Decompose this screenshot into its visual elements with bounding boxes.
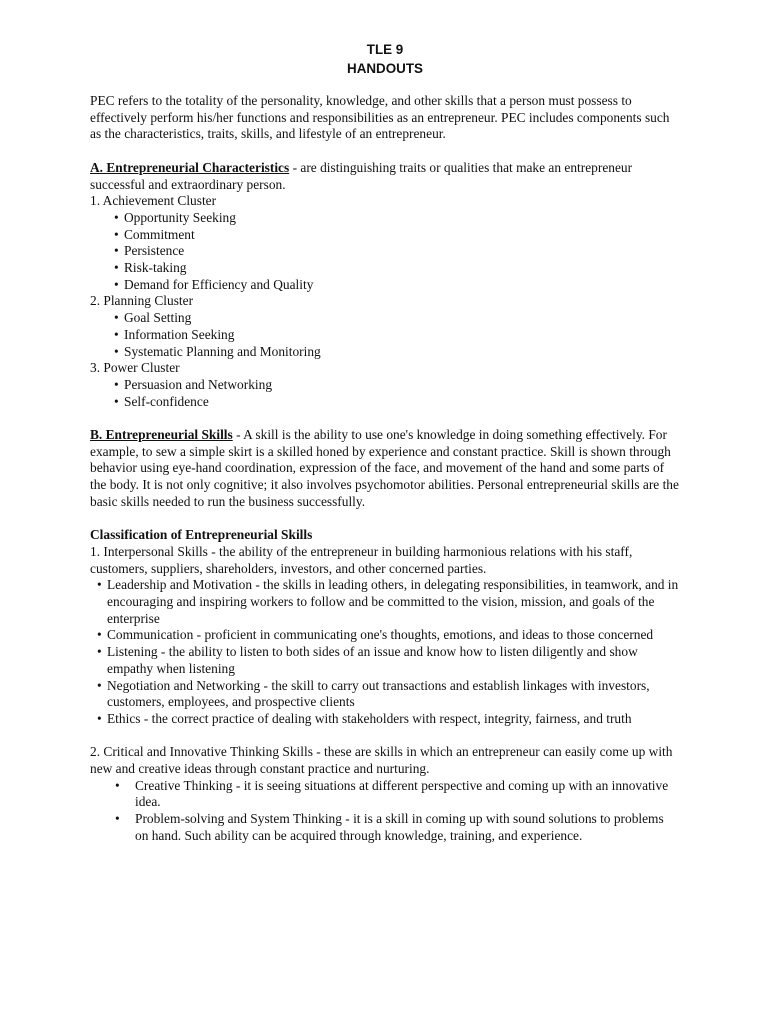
classification-heading: Classification of Entrepreneurial Skills bbox=[90, 527, 313, 543]
list-item: • Opportunity Seeking bbox=[90, 210, 680, 227]
section-b-text: - A skill is the ability to use one's knowledge in doing something effectively. For example, to sew a simple skirt is a skilled honed by experience and constant practice. Skill is shown through behavior using eye-hand coordination, expression of the face, and movement of the hand and some parts of the body. It is not only cognitive; it also involves psychomotor abilities. Personal entrepreneurial skills are the basic skills needed to run the business successfully. bbox=[90, 427, 679, 509]
list-item: • Creative Thinking - it is seeing situations at different perspective and coming up with an innovative idea. bbox=[90, 778, 680, 811]
critical-thinking-label: 2. Critical and Innovative Thinking Skills - these are skills in which an entrepreneur can easily come up with new and creative ideas through constant practice and nurturing. bbox=[90, 744, 673, 777]
cluster-label: 2. Planning Cluster bbox=[90, 293, 194, 309]
handout-page bbox=[90, 40, 680, 845]
section-b-paragraph bbox=[90, 427, 680, 511]
cluster-label: 3. Power Cluster bbox=[90, 360, 180, 376]
interpersonal-list bbox=[90, 577, 680, 727]
list-item: • Communication - proficient in communicating one's thoughts, emotions, and ideas to those concerned bbox=[90, 627, 680, 644]
document-title: TLE 9 bbox=[366, 42, 404, 57]
list-item: • Commitment bbox=[90, 227, 680, 244]
interpersonal-label: 1. Interpersonal Skills - the ability of the entrepreneur in building harmonious relations with his staff, customers, suppliers, shareholders, investors, and other concerned parties. bbox=[90, 543, 633, 576]
critical-thinking-list bbox=[90, 778, 680, 845]
list-item: • Information Seeking bbox=[90, 327, 680, 344]
list-item: • Listening - the ability to listen to both sides of an issue and know how to listen diligently and show empathy when listening bbox=[90, 644, 680, 677]
list-item: • Persistence bbox=[90, 243, 680, 260]
list-item: • Problem-solving and System Thinking - it is a skill in coming up with sound solutions to problems on hand. Such ability can be acquired through knowledge, training, and experience. bbox=[90, 811, 680, 844]
section-a-paragraph bbox=[90, 160, 680, 193]
section-a bbox=[90, 160, 680, 411]
spacer bbox=[90, 410, 680, 427]
document-header bbox=[90, 40, 680, 78]
list-item: • Demand for Efficiency and Quality bbox=[90, 277, 680, 294]
classification-section bbox=[90, 527, 680, 844]
cluster-label: 1. Achievement Cluster bbox=[90, 193, 217, 209]
power-cluster-list bbox=[90, 377, 680, 410]
list-item: • Risk-taking bbox=[90, 260, 680, 277]
section-b-heading: B. Entrepreneurial Skills bbox=[90, 427, 233, 443]
section-a-text: - are distinguishing traits or qualities that make an entrepreneur successful and extraordinary person. bbox=[90, 159, 633, 192]
list-item: • Persuasion and Networking bbox=[90, 377, 680, 394]
achievement-cluster-list bbox=[90, 210, 680, 294]
document-subtitle: HANDOUTS bbox=[347, 61, 423, 76]
section-a-heading: A. Entrepreneurial Characteristics bbox=[90, 159, 290, 175]
list-item: • Systematic Planning and Monitoring bbox=[90, 344, 680, 361]
spacer bbox=[90, 728, 680, 745]
intro-paragraph: PEC refers to the totality of the personality, knowledge, and other skills that a person must possess to effectively perform his/her functions and responsibilities as an entrepreneur. PEC includes components such as the characteristics, traits, skills, and lifestyle of an entrepreneur. bbox=[90, 93, 670, 142]
list-item: • Goal Setting bbox=[90, 310, 680, 327]
list-item: • Ethics - the correct practice of dealing with stakeholders with respect, integrity, fairness, and truth bbox=[90, 711, 680, 728]
list-item: • Negotiation and Networking - the skill to carry out transactions and establish linkages with investors, customers, employees, and prospective clients bbox=[90, 678, 680, 711]
planning-cluster-list bbox=[90, 310, 680, 360]
list-item: • Leadership and Motivation - the skills in leading others, in delegating responsibilities, in teamwork, and in encouraging and inspiring workers to follow and be committed to the vision, mission, and goals of the enterprise bbox=[90, 577, 680, 627]
list-item: • Self-confidence bbox=[90, 394, 680, 411]
